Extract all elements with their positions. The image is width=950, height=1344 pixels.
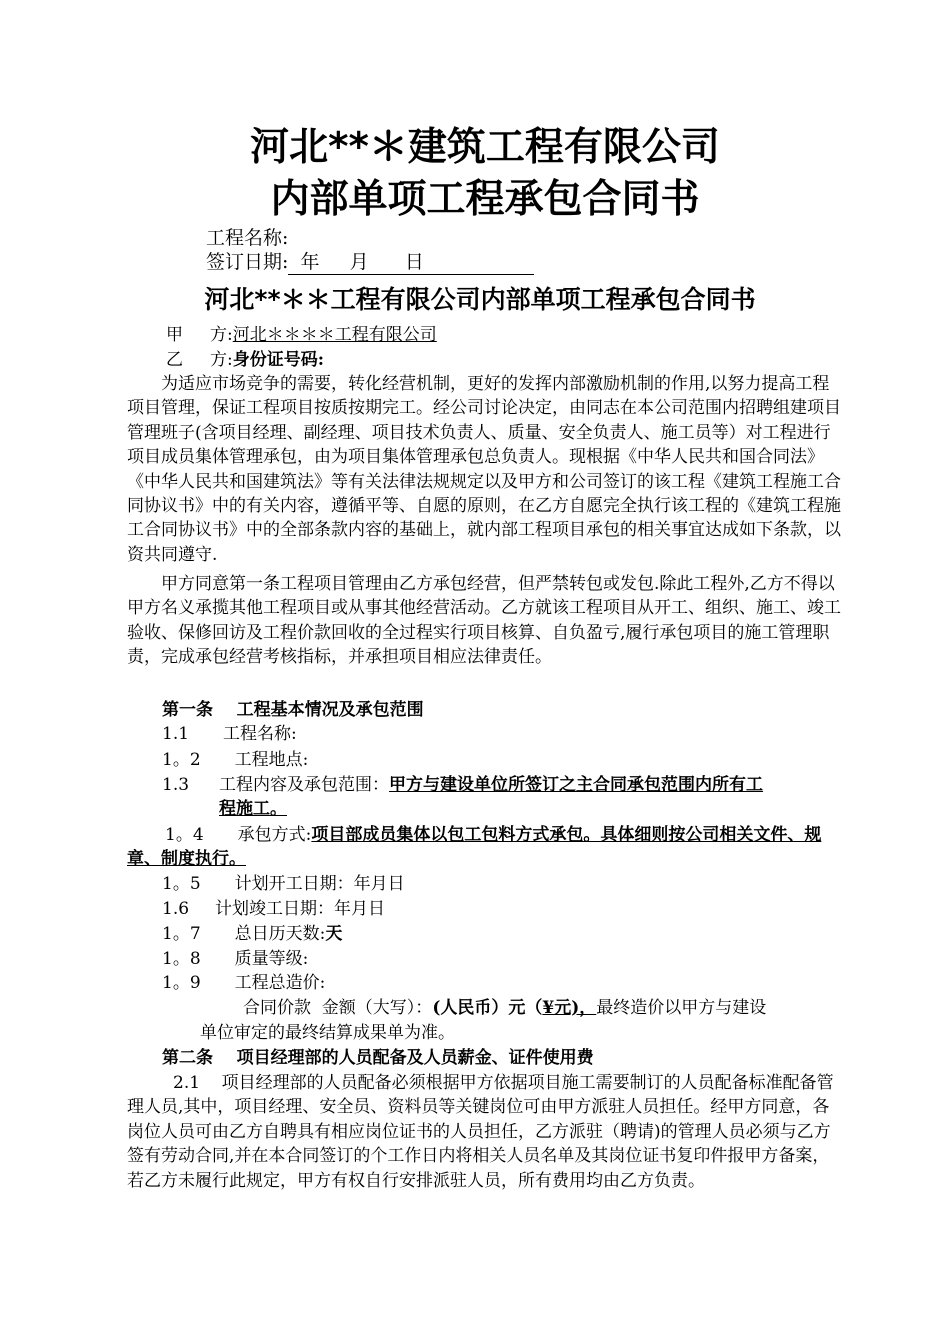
item-value: 天 bbox=[325, 924, 343, 944]
item-2-1 bbox=[127, 1071, 845, 1193]
contract-price-line2: 单位审定的最终结算成果单为准。 bbox=[200, 1023, 455, 1043]
contract-subtitle: 河北**＊＊工程有限公司内部单项工程承包合同书 bbox=[204, 285, 756, 314]
item-number: 1。2 bbox=[162, 750, 201, 770]
intro-text: 为适应市场竞争的需要，转化经营机制，更好的发挥内部激励机制的作用,以努力提高工程项目管理，保证工程项目按质按期完工。经公司讨论决定，由同志在本公司范围内招聘组建项目管理班子(含项目经理、副经理、项目技术负责人、质量、安全负责人、施工员等）对工程进行项目成员集体管理承包，由为项目集体管理承包总负责人。现根据《中华人民共和国合同法》《中华人民共和国建筑法》等有关法律法规规定以及甲方和公司签订的该工程《建筑工程施工合同协议书》中的有关内容，遵循平等、自愿的原则，在乙方自愿完全执行该工程的《建筑工程施工合同协议书》中的全部条款内容的基础上，就内部工程项目承包的相关事宜达成如下条款，以资共同遵守. bbox=[127, 374, 841, 565]
item-value: 项目部成员集体以包工包料方式承包。具体细则按公司相关文件、规章、制度执行。 bbox=[127, 825, 822, 869]
item-1-8 bbox=[162, 947, 308, 971]
item-label: 工程地点: bbox=[234, 750, 309, 770]
item-number: 1.1 bbox=[162, 724, 190, 744]
item-number: 1.3 bbox=[162, 775, 190, 795]
item-body: 项目经理部的人员配备必须根据甲方依据项目施工需要制订的人员配备标准配备管理人员,其中，项目经理、安全员、资料员等关键岗位可由甲方派驻人员担任。经甲方同意，各岗位人员可由乙方自聘具有相应岗位证书的人员担任，乙方派驻（聘请)的管理人员必须与乙方签有劳动合同,并在本合同签订的个工作日内将相关人员名单及其岗位证书复印件报甲方备案，若乙方未履行此规定，甲方有权自行安排派驻人员，所有费用均由乙方负责。 bbox=[127, 1073, 834, 1191]
project-name-field bbox=[206, 226, 288, 250]
price-rmb: (人民币）元（ bbox=[432, 998, 543, 1018]
document-title-line1: 河北**＊建筑工程有限公司 bbox=[250, 125, 720, 170]
article-2-heading: 第二条 项目经理部的人员配备及人员薪金、证件使用费 bbox=[162, 1048, 594, 1068]
item-label: 工程内容及承包范围： bbox=[219, 775, 390, 795]
item-1-1 bbox=[162, 722, 297, 746]
price-label: 合同价款 金额（大写）： bbox=[243, 998, 433, 1018]
item-1-9 bbox=[162, 971, 325, 995]
item-2-1-text bbox=[127, 1071, 845, 1193]
item-label: 计划开工日期：年月日 bbox=[234, 874, 405, 894]
price-tail: 最终造价以甲方与建设 bbox=[596, 998, 767, 1018]
item-label: 总日历天数: bbox=[234, 924, 326, 944]
item-label: 承包方式: bbox=[237, 825, 312, 845]
item-1-7 bbox=[162, 922, 342, 946]
contract-price-line bbox=[243, 996, 766, 1020]
item-1-3-continued: 程施工。 bbox=[219, 799, 287, 819]
item-1-2 bbox=[162, 748, 308, 772]
party-b-value: 身份证号码: bbox=[232, 350, 325, 370]
item-number: 2.1 bbox=[173, 1073, 201, 1093]
item-1-6 bbox=[162, 897, 385, 921]
item-1-4 bbox=[127, 823, 847, 871]
item-number: 1.6 bbox=[162, 899, 190, 919]
agreement-paragraph bbox=[127, 572, 845, 670]
party-a-value: 河北＊＊＊＊工程有限公司 bbox=[232, 325, 437, 345]
agreement-text: 甲方同意第一条工程项目管理由乙方承包经营，但严禁转包或发包.除此工程外,乙方不得以甲方名义承揽其他工程项目或从事其他经营活动。乙方就该工程项目从开工、组织、施工、竣工验收、保修回访及工程价款回收的全过程实行项目核算、自负盈亏,履行承包项目的施工管理职责，完成承包经营考核指标，并承担项目相应法律责任。 bbox=[127, 574, 841, 668]
party-a-label: 甲 方: bbox=[166, 325, 233, 345]
item-number: 1。5 bbox=[162, 874, 201, 894]
document-title-line2: 内部单项工程承包合同书 bbox=[270, 177, 700, 222]
item-1-3 bbox=[162, 773, 852, 797]
item-number: 1。4 bbox=[165, 825, 204, 845]
price-yuan: ¥元)， bbox=[542, 998, 597, 1018]
item-value: 甲方与建设单位所签订之主合同承包范围内所有工 bbox=[389, 775, 764, 795]
sign-date-label: 签订日期: bbox=[206, 251, 289, 273]
party-a bbox=[166, 323, 437, 347]
item-number: 1。7 bbox=[162, 924, 201, 944]
item-label: 工程总造价: bbox=[234, 973, 326, 993]
item-number: 1。9 bbox=[162, 973, 201, 993]
item-label: 计划竣工日期：年月日 bbox=[215, 899, 386, 919]
party-b-label: 乙 方: bbox=[166, 350, 233, 370]
item-label: 质量等级: bbox=[234, 949, 309, 969]
article-1-heading: 第一条 工程基本情况及承包范围 bbox=[162, 700, 424, 720]
sign-date-value: 年 月 日 bbox=[288, 250, 534, 275]
item-label: 工程名称: bbox=[223, 724, 297, 744]
item-1-5 bbox=[162, 872, 405, 896]
party-b bbox=[166, 348, 324, 372]
item-number: 1。8 bbox=[162, 949, 201, 969]
intro-paragraph bbox=[127, 372, 845, 567]
project-name-label: 工程名称: bbox=[206, 227, 289, 249]
sign-date-field bbox=[206, 250, 534, 275]
